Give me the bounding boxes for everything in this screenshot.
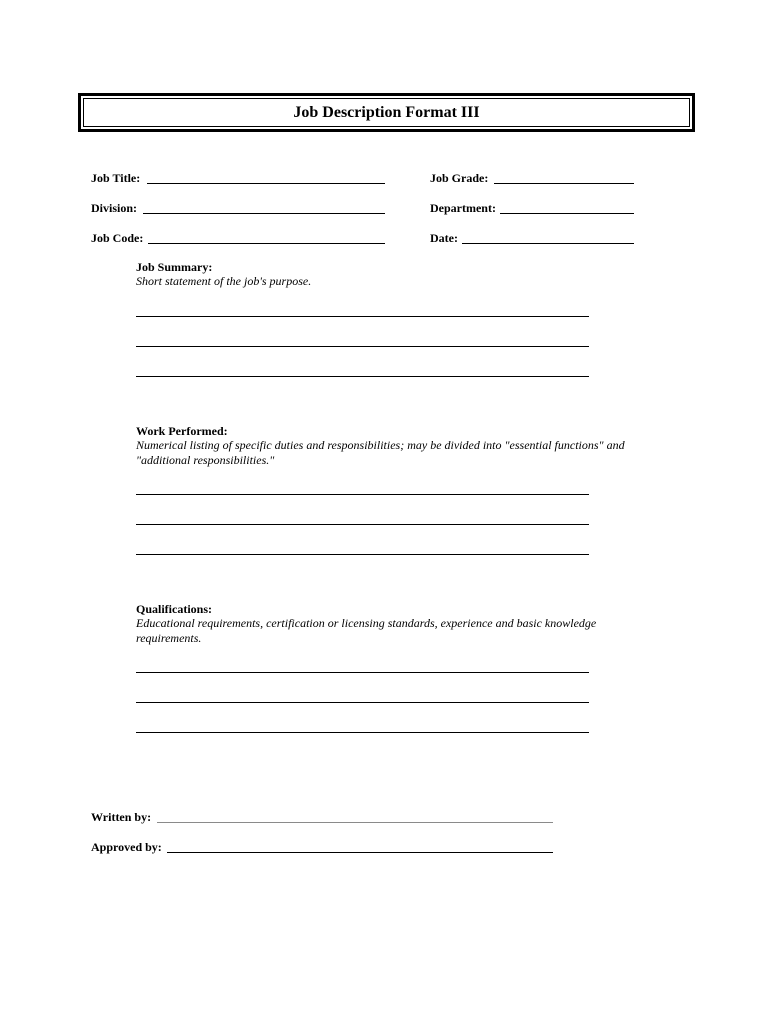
qualifications-line[interactable] (136, 672, 589, 673)
division-field[interactable] (143, 213, 385, 214)
title-box (78, 93, 695, 132)
department-field[interactable] (500, 213, 634, 214)
work-performed-line[interactable] (136, 554, 589, 555)
written-by-label: Written by: (91, 810, 152, 824)
job-code-label: Job Code: (91, 231, 144, 245)
job-summary-description: Short statement of the job's purpose. (136, 274, 312, 288)
approved-by-field[interactable] (167, 852, 553, 853)
job-summary-line[interactable] (136, 346, 589, 347)
qualifications-description: Educational requirements, certification or licensing standards, experience and basic knowledge requirements. (136, 616, 597, 645)
title-inner-frame (83, 98, 690, 127)
work-performed-line[interactable] (136, 494, 589, 495)
department-label: Department: (430, 201, 496, 215)
job-summary-heading: Job Summary: (136, 260, 213, 274)
job-title-field[interactable] (147, 183, 385, 184)
date-field[interactable] (462, 243, 634, 244)
division-label: Division: (91, 201, 138, 215)
work-performed-line[interactable] (136, 524, 589, 525)
qualifications-line[interactable] (136, 732, 589, 733)
job-grade-field[interactable] (494, 183, 634, 184)
work-performed-heading: Work Performed: (136, 424, 228, 438)
job-title-label: Job Title: (91, 171, 141, 185)
work-performed-description: Numerical listing of specific duties and responsibilities; may be divided into "essential functions" and "additional responsibilities." (136, 438, 625, 467)
written-by-field[interactable] (157, 822, 553, 823)
job-summary-line[interactable] (136, 316, 589, 317)
job-code-field[interactable] (148, 243, 385, 244)
page-title: Job Description Format III (293, 103, 480, 121)
qualifications-heading: Qualifications: (136, 602, 213, 616)
job-grade-label: Job Grade: (430, 171, 489, 185)
qualifications-line[interactable] (136, 702, 589, 703)
job-summary-line[interactable] (136, 376, 589, 377)
approved-by-label: Approved by: (91, 840, 162, 854)
date-label: Date: (430, 231, 458, 245)
